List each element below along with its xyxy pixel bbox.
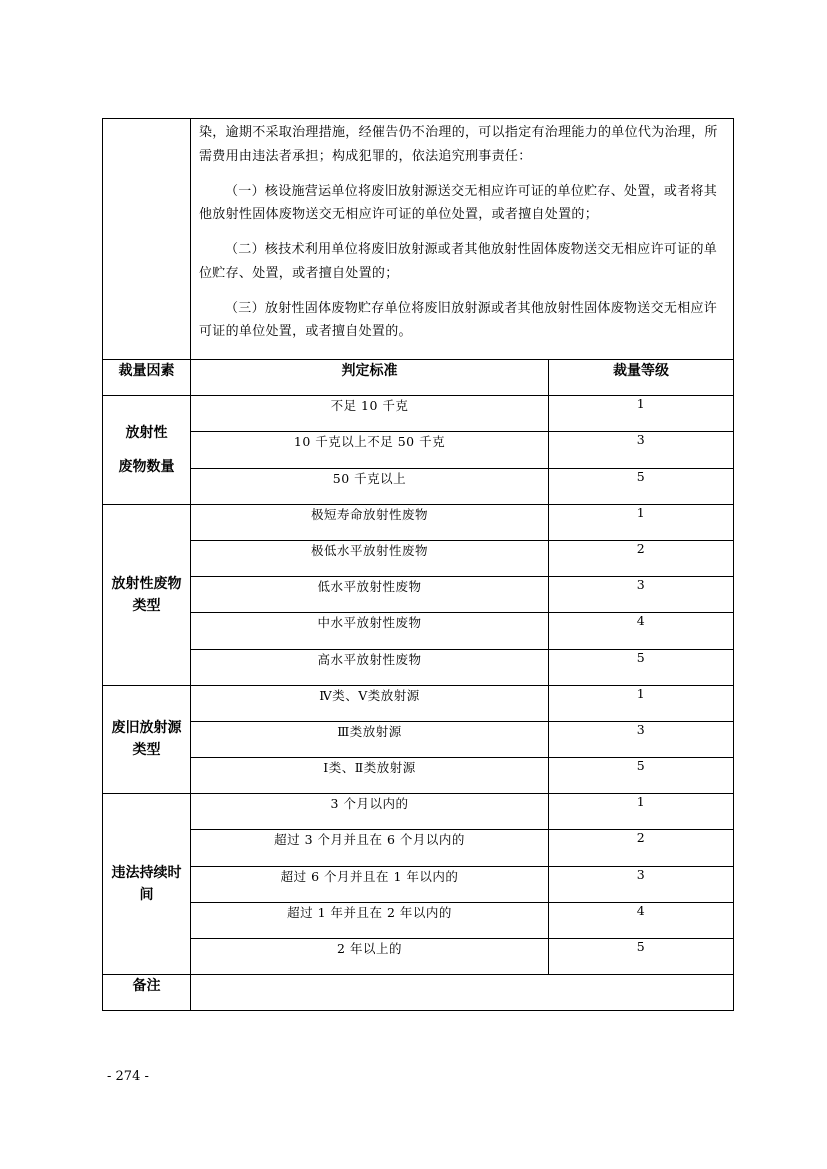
factor-line: 类型: [132, 597, 161, 614]
table-row: [103, 685, 734, 721]
intro-empty-cell: [103, 119, 191, 360]
level-cell: 1: [549, 794, 734, 830]
intro-paragraph: 染，逾期不采取治理措施，经催告仍不治理的，可以指定有治理能力的单位代为治理，所需费用由违法者承担；构成犯罪的，依法追究刑事责任：: [199, 125, 718, 164]
factor-line: 类型: [132, 742, 161, 759]
table-row: [103, 758, 734, 794]
factor-line: 废旧放射源: [111, 720, 182, 737]
criterion-cell: 高水平放射性废物: [191, 649, 549, 685]
factor-source-type: [103, 685, 191, 794]
criterion-cell: 低水平放射性废物: [191, 577, 549, 613]
criterion-cell: 2 年以上的: [191, 939, 549, 975]
level-cell: 3: [549, 577, 734, 613]
level-cell: 5: [549, 758, 734, 794]
table-row: [103, 794, 734, 830]
table-row: [103, 468, 734, 504]
factor-line: 放射性: [125, 424, 168, 441]
intro-item-3: （三）放射性固体废物贮存单位将废旧放射源或者其他放射性固体废物送交无相应许可证的单位处置，或者擅自处置的。: [199, 300, 718, 339]
factor-waste-quantity: [103, 396, 191, 505]
level-cell: 2: [549, 540, 734, 576]
level-cell: 1: [549, 396, 734, 432]
criterion-cell: 超过 6 个月并且在 1 年以内的: [191, 866, 549, 902]
table-row: [103, 866, 734, 902]
intro-item-1: （一）核设施营运单位将废旧放射源送交无相应许可证的单位贮存、处置，或者将其他放射性固体废物送交无相应许可证的单位处置，或者擅自处置的；: [199, 183, 718, 222]
table-row: [103, 613, 734, 649]
header-factor: 裁量因素: [103, 360, 191, 396]
table-row: [103, 432, 734, 468]
table-row: [103, 721, 734, 757]
factor-line: 放射性废物: [111, 575, 182, 592]
remarks-row: [103, 975, 734, 1011]
table-row: [103, 396, 734, 432]
remarks-value: [191, 975, 734, 1011]
table-row: [103, 939, 734, 975]
table-row: [103, 830, 734, 866]
criterion-cell: 超过 1 年并且在 2 年以内的: [191, 902, 549, 938]
criterion-cell: 10 千克以上不足 50 千克: [191, 432, 549, 468]
intro-row: [103, 119, 734, 360]
level-cell: 3: [549, 721, 734, 757]
criterion-cell: 中水平放射性废物: [191, 613, 549, 649]
level-cell: 2: [549, 830, 734, 866]
level-cell: 4: [549, 902, 734, 938]
level-cell: 3: [549, 432, 734, 468]
factor-waste-type: [103, 504, 191, 685]
remarks-label: 备注: [103, 975, 191, 1011]
factor-line: 违法持续时: [111, 865, 182, 882]
page-number: - 274 -: [107, 1069, 149, 1084]
level-cell: 4: [549, 613, 734, 649]
header-level: 裁量等级: [549, 360, 734, 396]
criterion-cell: 3 个月以内的: [191, 794, 549, 830]
criterion-cell: 超过 3 个月并且在 6 个月以内的: [191, 830, 549, 866]
factor-line: 间: [139, 887, 154, 904]
factor-duration: [103, 794, 191, 975]
level-cell: 5: [549, 468, 734, 504]
criterion-cell: 50 千克以上: [191, 468, 549, 504]
header-criterion: 判定标准: [191, 360, 549, 396]
criterion-cell: 极低水平放射性废物: [191, 540, 549, 576]
level-cell: 1: [549, 504, 734, 540]
table-row: [103, 902, 734, 938]
header-row: [103, 360, 734, 396]
table-row: [103, 649, 734, 685]
level-cell: 5: [549, 939, 734, 975]
table-row: [103, 577, 734, 613]
criterion-cell: Ⅲ类放射源: [191, 721, 549, 757]
discretion-table: [102, 118, 734, 1011]
level-cell: 5: [549, 649, 734, 685]
level-cell: 1: [549, 685, 734, 721]
level-cell: 3: [549, 866, 734, 902]
criterion-cell: Ⅳ类、Ⅴ类放射源: [191, 685, 549, 721]
table-row: [103, 504, 734, 540]
factor-line: 废物数量: [118, 458, 175, 475]
intro-item-2: （二）核技术利用单位将废旧放射源或者其他放射性固体废物送交无相应许可证的单位贮存、处置，或者擅自处置的；: [199, 242, 718, 281]
criterion-cell: Ⅰ类、Ⅱ类放射源: [191, 758, 549, 794]
criterion-cell: 极短寿命放射性废物: [191, 504, 549, 540]
intro-cell: [191, 119, 734, 360]
table-row: [103, 540, 734, 576]
criterion-cell: 不足 10 千克: [191, 396, 549, 432]
